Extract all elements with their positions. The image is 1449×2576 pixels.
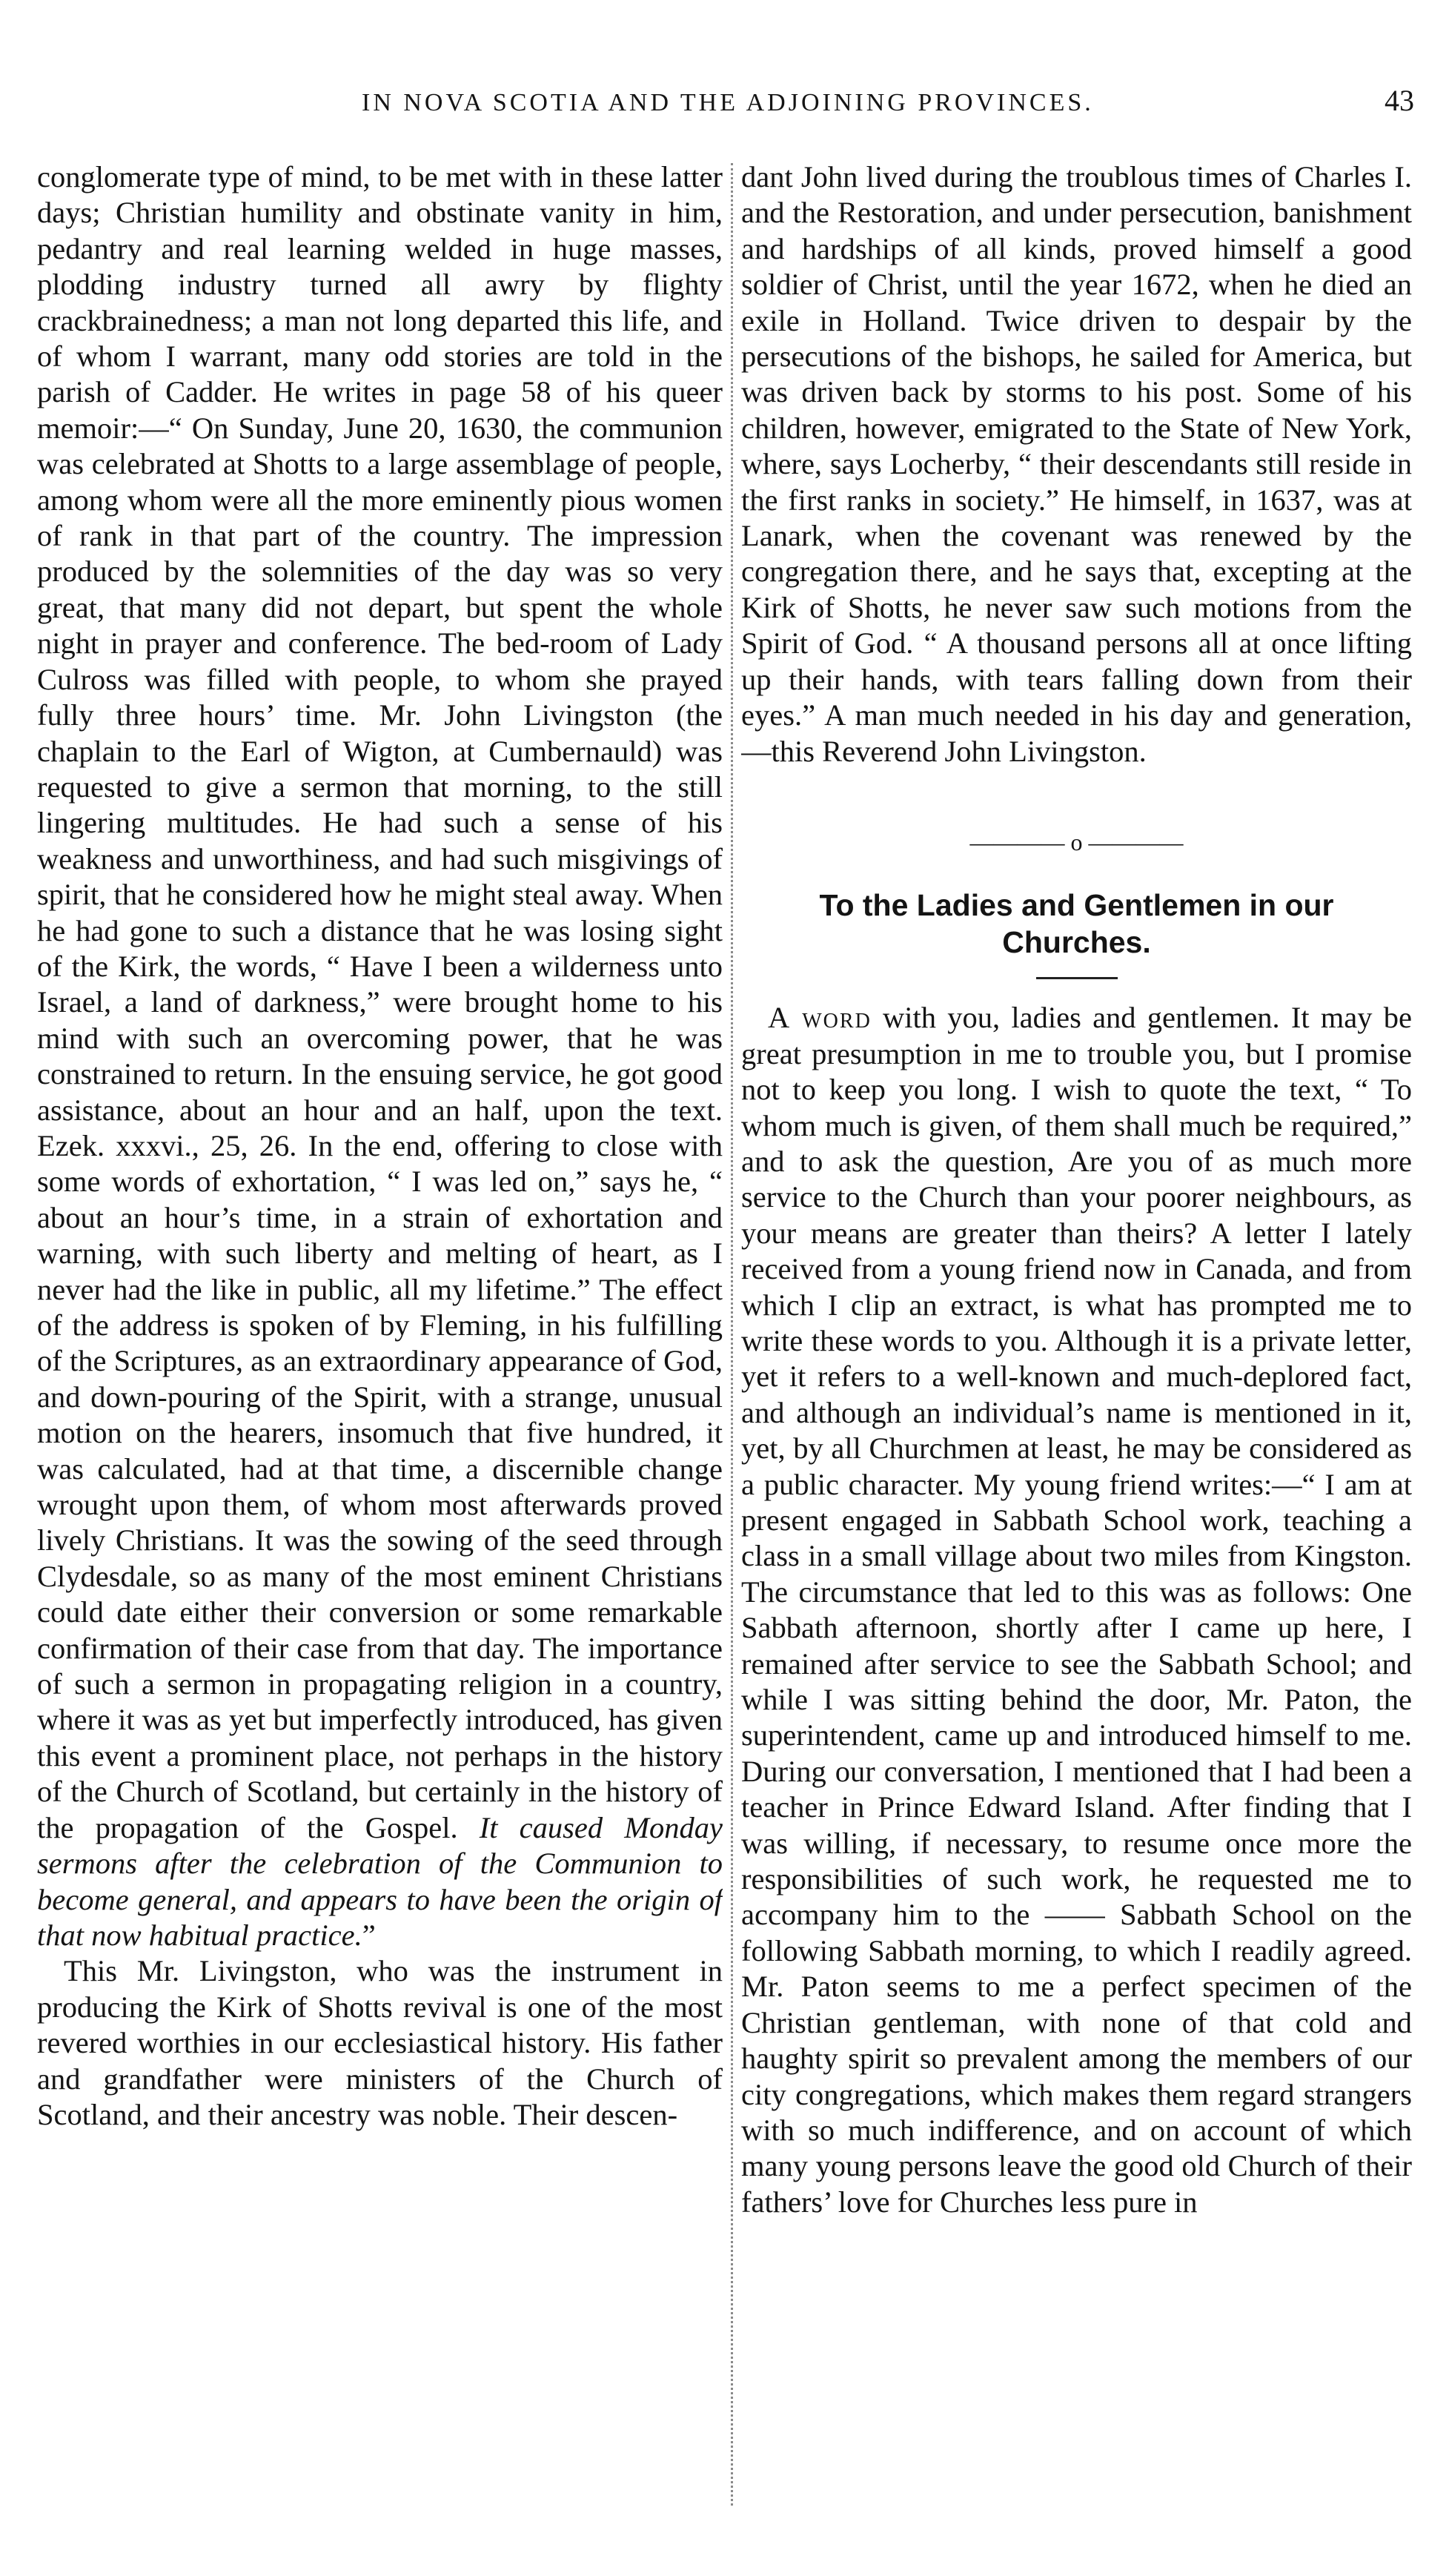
paragraph-text: conglomerate type of mind, to be met with in these latter days; Christian humility and obstinate vanity in him, pedantry and real learning welded in huge masses, plodding industry turned all awry by flighty crackbrainedness; a man not long departed this life, and of whom I warrant, many odd stories are told in the parish of Cadder. He writes in page 58 of his queer memoir:—“ On Sunday, June 20, 1630, the communion was celebrated at Shotts to a large assemblage of people, among whom were all the more eminently pious women of rank in that part of the country. The impression produced by the solemnities of the day was so very great, that many did not depart, but spent the whole night in prayer and conference. The bed-room of Lady Culross was filled with people, to whom she prayed fully three hours’ time. Mr. John Livingston (the chaplain to the Earl of Wigton, at Cumbernauld) was requested to give a sermon that morning, to the still lingering multitudes. He had such a sense of his weakness and unworthiness, and had such misgivings of spirit, that he considered how he might steal away. When he had gone to such a distance that he was losing sight of the Kirk, the words, “ Have I been a wilderness unto Israel, a land of darkness,” were brought home to his mind with such an overcoming power, that he was constrained to return. In the ensuing service, he got good assistance, about an hour and an half, upon the text. Ezek. xxxvi., 25, 26. In the end, offering to close with some words of exhortation, “ I was led on,” says he, “ about an hour’s time, in a strain of exhortation and warning, with such liberty and melting of heart, as I never had the like in public, all my lifetime.” The effect of the address is spoken of by Fleming, in his fulfilling of the Scriptures, as an extraordinary appearance of God, and down-pouring of the Spirit, with a strange, unusual motion on the hearers, insomuch that five hundred, it was calculated, had at that time, a discernible change wrought upon them, of whom most afterwards proved lively Christians. It was the sowing of the seed through Clydesdale, so as many of the most eminent Christians could date either their conversion or some remarkable confirmation of their case from that day. The importance of such a sermon in propagating religion in a country, where it was as yet but imperfectly introduced, has given this event a prominent place, not perhaps in the history of the Church of Scotland, but certainly in the history of the propagation of the Gospel. bbox=[37, 160, 723, 1844]
paragraph-shotts-communion bbox=[37, 159, 723, 1953]
running-title: IN NOVA SCOTIA AND THE ADJOINING PROVINCES. bbox=[362, 89, 1094, 116]
right-column bbox=[741, 159, 1412, 2543]
left-column bbox=[37, 159, 723, 2543]
paragraph-livingston-continued: dant John lived during the troublous times of Charles I. and the Restoration, and under persecution, banishment and hardships of all kinds, proved himself a good soldier of Christ, until the year 1672, when he died an exile in Holland. Twice driven to despair by the persecutions of the bishops, he sailed for America, but was driven back by storms to his post. Some of his children, however, emigrated to the State of New York, where, says Locherby, “ their descendants still reside in the first ranks in society.” He himself, in 1637, was at Lanark, when the covenant was renewed by the congregation there, and he says that, excepting at the Kirk of Shotts, he never saw such motions from the Spirit of God. “ A thousand persons all at once lifting up their hands, with tears falling down from their eyes.” A man much needed in his day and generation,—this Reverend John Livingston. bbox=[741, 160, 1412, 768]
closing-quote: ” bbox=[362, 1918, 376, 1952]
paragraph-text: with you, ladies and gentlemen. It may be great presumption in me to trouble you, but I promise not to keep you long. I wish to quote the text, “ To whom much is given, of them shall much be required,” and to ask the question, Are you of as much more service to the Church than your poorer neighbours, as your means are greater than theirs? A letter I lately received from a young friend now in Canada, and from which I clip an extract, is what has prompted me to write these words to you. Although it is a private letter, yet it refers to a well-known and much-deplored fact, and although an individual’s name is mentioned in it, yet, by all Churchmen at least, he may be considered as a public character. My young friend writes:—“ I am at present engaged in Sabbath School work, teaching a class in a small village about two miles from Kingston. The circumstance that led to this was as follows: One Sabbath afternoon, shortly after I came up here, I remained after service to see the Sabbath School; and while I was sitting behind the door, Mr. Paton, the superintendent, came up and introduced himself to me. During our conversation, I mentioned that I had been a teacher in Prince Edward Island. After finding that I was willing, if necessary, to resume once more the responsibilities of such work, he requested me to accompany him to the —— Sabbath School on the following Sabbath morning, to which I readily agreed. Mr. Paton seems to me a perfect specimen of the Christian gentleman, with none of that cold and haughty spirit so prevalent among the members of our city congregations, which makes them regard strangers with so much indifference, and on account of which many young persons leave the good old Church of their fathers’ love for Churches less pure in bbox=[741, 1001, 1412, 2219]
section-ornament: ———— o ———— bbox=[969, 828, 1184, 855]
running-header bbox=[36, 83, 1414, 135]
paragraph-livingston: This Mr. Livingston, who was the instrument in producing the Kirk of Shotts revival is one of the most revered worthies in our ecclesiastical history. His father and grandfather were ministers of the Church of Scotland, and their ancestry was noble. Their descen- bbox=[37, 1954, 723, 2131]
page-number: 43 bbox=[1385, 84, 1414, 117]
column-divider bbox=[731, 163, 733, 2506]
paragraph-ladies-gentlemen bbox=[741, 1000, 1412, 2220]
italic-quote: It caused Monday sermons after the celebration of the Communion to become general, and appears to have been the origin of that now habitual practice. bbox=[37, 1810, 723, 1952]
article-title: To the Ladies and Gentlemen in our Churches. bbox=[819, 888, 1334, 960]
lead-word: A word bbox=[768, 1001, 872, 1035]
title-rule bbox=[1036, 977, 1118, 979]
